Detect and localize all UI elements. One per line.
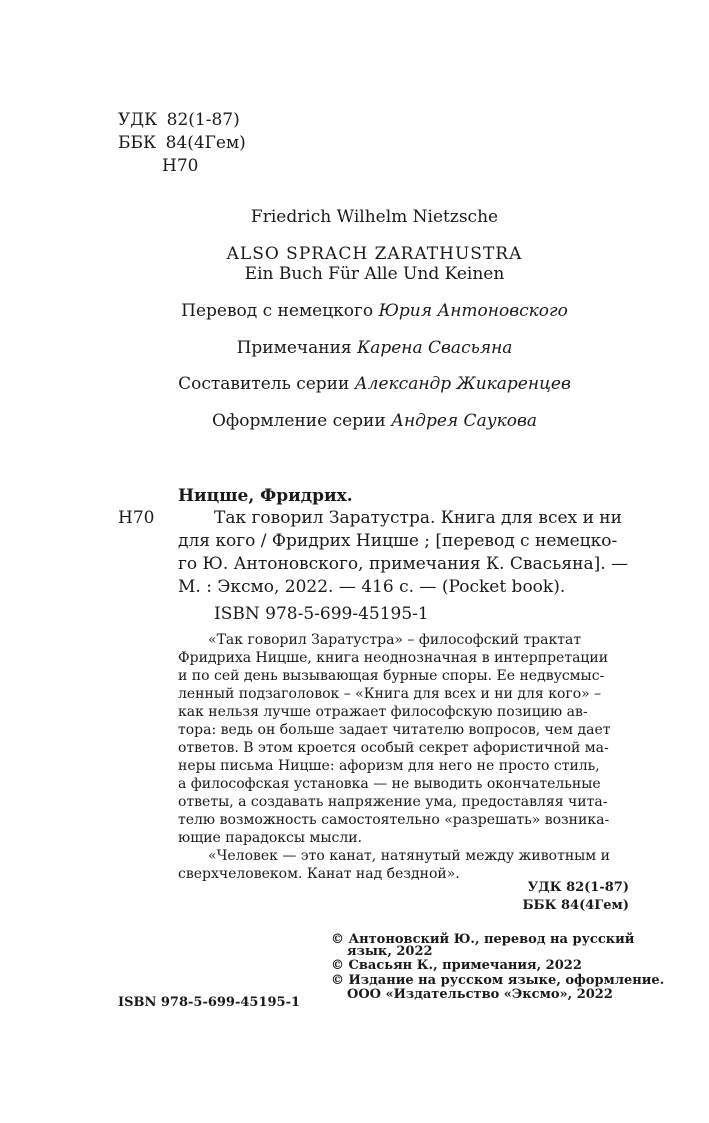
annotation-line: как нельзя лучше отражает философскую позицию ав- bbox=[178, 704, 588, 720]
bbk-label: ББК bbox=[118, 133, 157, 153]
copyright-line: ООО «Издательство «Эксмо», 2022 bbox=[347, 987, 613, 1002]
annotation-line: ответы, а создавать напряжение ума, предоставляя чита- bbox=[178, 794, 608, 810]
translator-name: Юрия Антоновского bbox=[378, 301, 568, 321]
annotation-udk: УДК 82(1-87) bbox=[527, 880, 629, 895]
author-mark: Н70 bbox=[162, 156, 199, 176]
annotation-line: ленный подзаголовок – «Книга для всех и ни для кого» – bbox=[178, 686, 602, 702]
series-compiler-credit bbox=[0, 373, 709, 395]
udk-label: УДК bbox=[118, 110, 158, 130]
bbk-code bbox=[118, 132, 246, 154]
bibliographic-line: для кого / Фридрих Ницше ; [перевод с немецко- bbox=[178, 531, 618, 551]
notes-author: Карена Свасьяна bbox=[357, 338, 513, 358]
annotation-line: «Так говорил Заратустра» – философский трактат bbox=[208, 632, 582, 648]
copyright-line: © Издание на русском языке, оформление. bbox=[331, 973, 665, 988]
annotation-line: «Человек — это канат, натянутый между животным и bbox=[208, 848, 610, 864]
bibliographic-line: го Ю. Антоновского, примечания К. Свасьяна]. — bbox=[178, 554, 629, 574]
series-compiler-label: Составитель серии bbox=[178, 374, 350, 394]
annotation-bbk: ББК 84(4Гем) bbox=[522, 898, 629, 913]
annotation-line: неры письма Ницше: афоризм для него не просто стиль, bbox=[178, 758, 600, 774]
notes-label: Примечания bbox=[236, 338, 352, 358]
bibliographic-heading: Ницше, Фридрих. bbox=[178, 486, 353, 506]
bibliographic-isbn: ISBN 978-5-699-45195-1 bbox=[214, 604, 429, 624]
translation-credit bbox=[0, 300, 709, 322]
original-title: ALSO SPRACH ZARATHUSTRA bbox=[226, 244, 523, 264]
annotation-line: а философская установка — не выводить окончательные bbox=[178, 776, 601, 792]
translation-label: Перевод с немецкого bbox=[181, 301, 374, 321]
udk-value: 82(1-87) bbox=[166, 110, 240, 130]
copyright-line: язык, 2022 bbox=[347, 944, 433, 959]
series-designer-name: Андрея Саукова bbox=[391, 411, 537, 431]
series-design-credit bbox=[0, 410, 709, 432]
series-design-label: Оформление серии bbox=[212, 411, 386, 431]
footer-isbn: ISBN 978-5-699-45195-1 bbox=[118, 995, 301, 1010]
notes-credit bbox=[0, 337, 709, 359]
original-subtitle: Ein Buch Für Alle Und Keinen bbox=[244, 264, 505, 284]
copyright-line: © Антоновский Ю., перевод на русский bbox=[331, 932, 635, 947]
series-compiler-name: Александр Жикаренцев bbox=[354, 374, 571, 394]
annotation-line: и по сей день вызывающая бурные споры. Ее недвусмыс- bbox=[178, 668, 605, 684]
bibliographic-mark: Н70 bbox=[118, 508, 155, 528]
annotation-line: Фридриха Ницше, книга неоднозначная в интерпретации bbox=[178, 650, 609, 666]
original-author: Friedrich Wilhelm Nietzsche bbox=[250, 207, 499, 227]
annotation-line: ответов. В этом кроется особый секрет афористичной ма- bbox=[178, 740, 609, 756]
copyright-line: © Свасьян К., примечания, 2022 bbox=[331, 958, 582, 973]
bibliographic-line: Так говорил Заратустра. Книга для всех и ни bbox=[214, 508, 622, 528]
annotation-line: ющие парадоксы мысли. bbox=[178, 830, 363, 846]
annotation-line: телю возможность самостоятельно «разрешать» возника- bbox=[178, 812, 610, 828]
annotation-line: тора: ведь он больше задает читателю вопросов, чем дает bbox=[178, 722, 611, 738]
bibliographic-line: М. : Эксмо, 2022. — 416 с. — (Pocket book). bbox=[178, 577, 566, 597]
bbk-value: 84(4Гем) bbox=[165, 133, 246, 153]
annotation-line: сверхчеловеком. Канат над бездной». bbox=[178, 866, 460, 882]
udk-code bbox=[118, 109, 240, 131]
